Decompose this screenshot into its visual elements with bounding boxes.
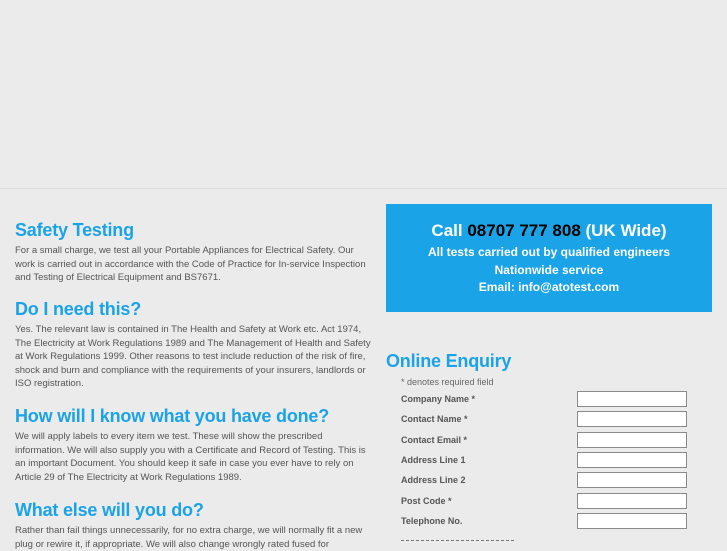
call-line [386,221,712,241]
telephone-row [401,513,691,531]
section-body: We will apply labels to every item we test. These will show the prescribed information. We will also supply you with a Certificate and Record of Testing. This is an important Document. You should keep it safe in case you ever have to rely on Article 29 of The Electricity at Work Regulations 1989. [15,431,366,483]
company-name-field[interactable] [577,391,687,407]
section-title: What else will you do? [15,500,204,520]
address-line-2-field[interactable] [577,472,687,488]
contact-email-row [401,432,691,450]
address-line-1-label: Address Line 1 [401,455,466,465]
address-line-1-row [401,452,691,470]
enquiry-form-title: Online Enquiry [386,351,512,371]
section-body: Yes. The relevant law is contained in The Health and Safety at Work etc. Act 1974, The Electricity at Work Regulations 1989 and The Management of Health and Safety at Work Regulations 1999. Other reasons to test include reduction of the risk of fire, shock and burn and compliance with the requirements of your insurers, landlords or ISO registration. [15,324,371,390]
section-body: For a small charge, we test all your Portable Appliances for Electrical Safety. Our work is carried out in accordance with the Code of Practice for In-service Inspection and Testing of Electrical Equipment and BS7671. [15,245,366,284]
contact-callout-box [386,204,712,312]
contact-email-label: Contact Email * [401,435,468,445]
contact-name-field[interactable] [577,411,687,427]
call-prefix: Call [431,221,468,240]
telephone-field[interactable] [577,513,687,529]
company-name-label: Company Name * [401,394,476,404]
form-divider [401,540,514,541]
post-code-row [401,493,691,511]
address-line-2-label: Address Line 2 [401,475,466,485]
contact-email-text[interactable]: Email: info@atotest.com [478,280,620,294]
contact-name-row [401,411,691,429]
post-code-label: Post Code * [401,496,452,506]
section-title: Safety Testing [15,220,134,240]
post-code-field[interactable] [577,493,687,509]
section-what-else [15,499,373,551]
telephone-label: Telephone No. [401,516,463,526]
contact-email-field[interactable] [577,432,687,448]
section-how-will-i-know [15,405,373,484]
address-line-1-field[interactable] [577,452,687,468]
company-name-row [401,391,691,409]
contact-name-label: Contact Name * [401,414,468,424]
section-body: Rather than fail things unnecessarily, for no extra charge, we will normally fit a new plug or rewire it, if appropriate. We will also change wrongly rated fused for [15,525,363,550]
call-suffix: (UK Wide) [580,221,667,240]
address-line-2-row [401,472,691,490]
qualified-engineers-text: All tests carried out by qualified engineers [427,245,671,259]
header-banner [0,0,727,189]
main-content [0,189,727,550]
section-title: How will I know what you have done? [15,406,330,426]
required-field-note: * denotes required field [401,377,494,387]
section-safety-testing [15,219,373,285]
section-title: Do I need this? [15,299,142,319]
phone-number[interactable]: 08707 777 808 [467,221,581,240]
section-do-i-need-this [15,298,373,391]
nationwide-service-text: Nationwide service [494,262,604,277]
